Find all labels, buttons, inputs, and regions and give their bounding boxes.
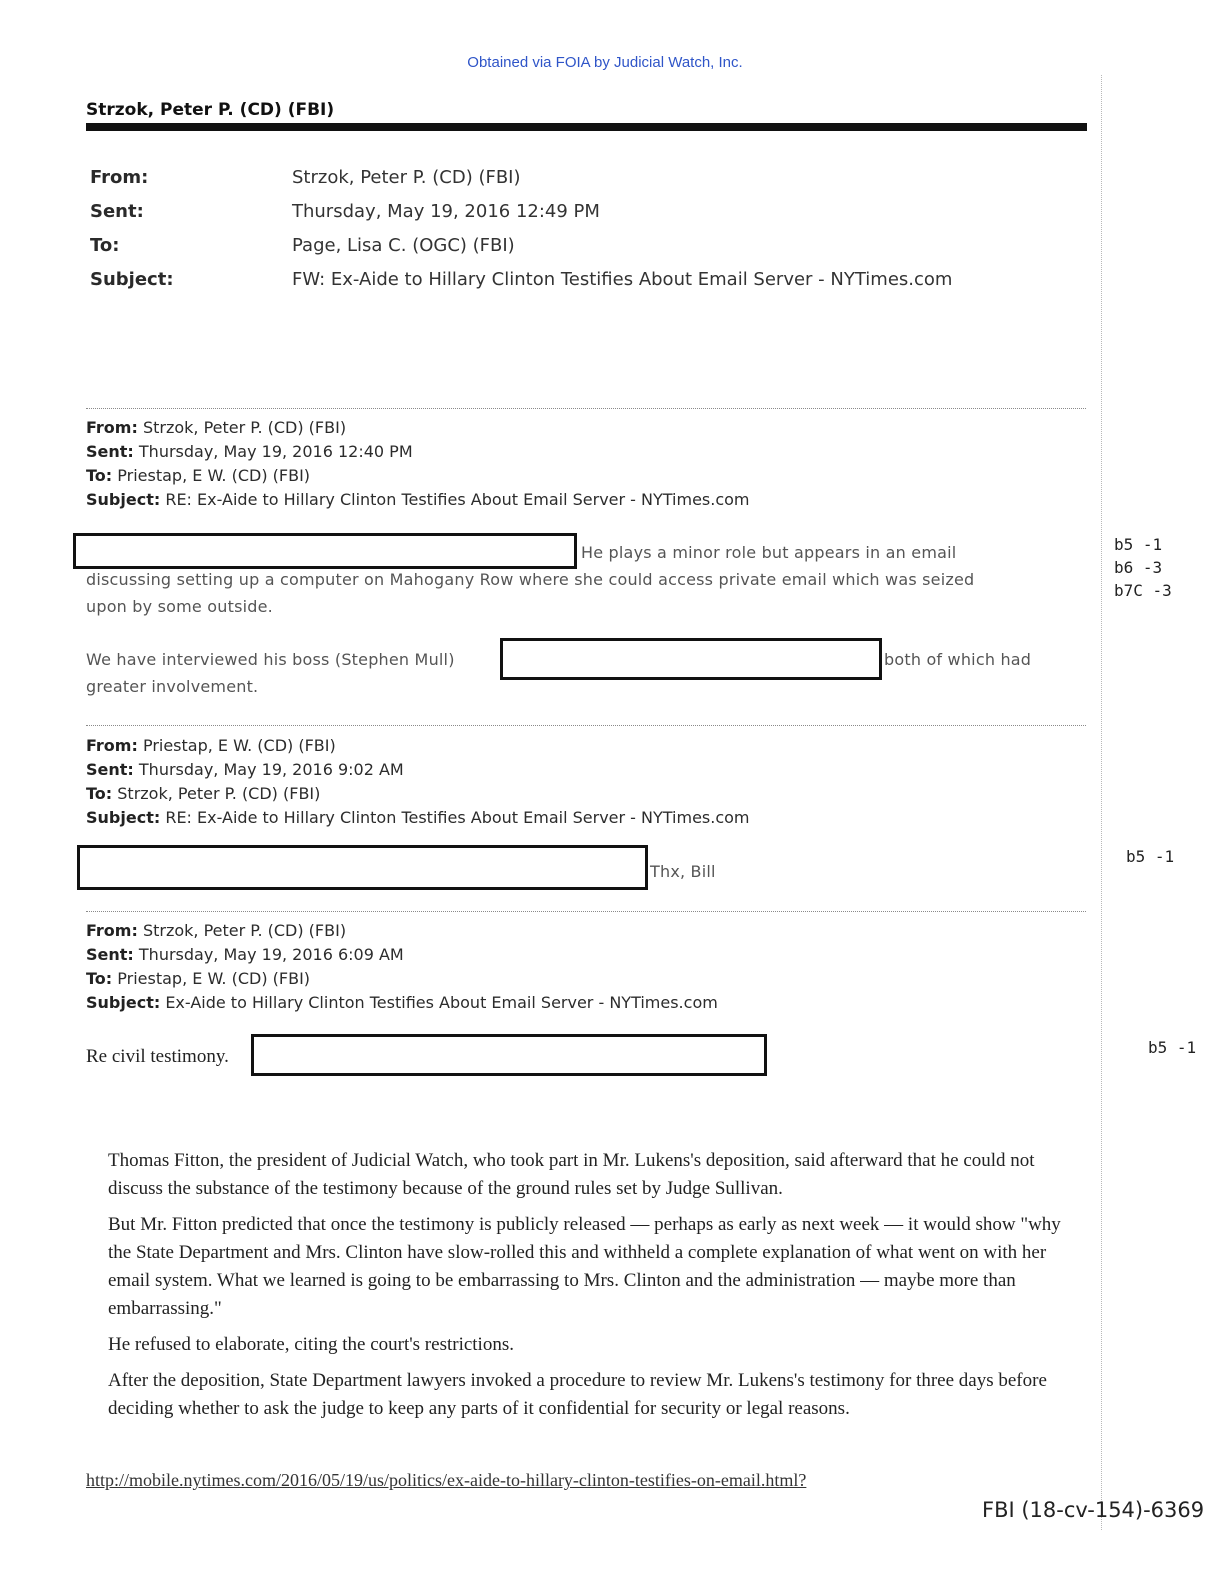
redaction-box: [73, 533, 577, 569]
msg2-subject-value: RE: Ex-Aide to Hillary Clinton Testifies About Email Server - NYTimes.com: [160, 808, 750, 827]
msg1-body-line4a: We have interviewed his boss (Stephen Mull): [86, 650, 455, 669]
redaction-box: [77, 845, 648, 890]
msg1-to-label: To:: [86, 466, 113, 485]
msg1-body-line3: upon by some outside.: [86, 597, 273, 616]
foia-banner: Obtained via FOIA by Judicial Watch, Inc.: [467, 54, 743, 71]
msg3-subject-label: Subject:: [86, 993, 161, 1012]
msg3-from-label: From:: [86, 921, 138, 940]
separator-3: [86, 911, 1086, 912]
sent-label: Sent:: [90, 201, 144, 222]
article-excerpt: [108, 1147, 1063, 1431]
to-label: To:: [90, 235, 120, 256]
subject-label: Subject:: [90, 269, 174, 290]
redaction-box: [500, 638, 882, 680]
separator-2: [86, 725, 1086, 726]
msg1-from-value: Strzok, Peter P. (CD) (FBI): [137, 418, 347, 437]
msg1-body-line4b: both of which had: [884, 650, 1032, 669]
msg2-body: Thx, Bill: [650, 862, 716, 881]
separator-1: [86, 408, 1086, 409]
msg2-from-value: Priestap, E W. (CD) (FBI): [137, 736, 336, 755]
msg2-sent-value: Thursday, May 19, 2016 9:02 AM: [133, 760, 404, 779]
from-value: Strzok, Peter P. (CD) (FBI): [292, 167, 521, 188]
to-value: Page, Lisa C. (OGC) (FBI): [292, 235, 515, 256]
msg2-sent: [86, 760, 404, 779]
bates-number: FBI (18-cv-154)-6369: [982, 1498, 1205, 1522]
msg2-subject-label: Subject:: [86, 808, 161, 827]
msg2-from: [86, 736, 336, 755]
document-title: Strzok, Peter P. (CD) (FBI): [86, 100, 335, 120]
msg1-subject-value: RE: Ex-Aide to Hillary Clinton Testifies About Email Server - NYTimes.com: [160, 490, 750, 509]
msg2-to-value: Strzok, Peter P. (CD) (FBI): [112, 784, 321, 803]
msg3-sent-value: Thursday, May 19, 2016 6:09 AM: [133, 945, 404, 964]
msg2-subject: [86, 808, 750, 827]
msg3-sent-label: Sent:: [86, 945, 134, 964]
msg1-to-value: Priestap, E W. (CD) (FBI): [112, 466, 311, 485]
msg3-to: [86, 969, 310, 988]
article-link[interactable]: http://mobile.nytimes.com/2016/05/19/us/politics/ex-aide-to-hillary-clinton-testifies-on-email.html?: [86, 1470, 807, 1490]
msg1-body-line2: discussing setting up a computer on Mahogany Row where she could access private email which was seized: [86, 570, 975, 589]
msg2-to-label: To:: [86, 784, 113, 803]
msg1-subject-label: Subject:: [86, 490, 161, 509]
msg3-from: [86, 921, 346, 940]
msg1-subject: [86, 490, 750, 509]
sent-value: Thursday, May 19, 2016 12:49 PM: [292, 201, 600, 222]
msg1-to: [86, 466, 310, 485]
msg2-from-label: From:: [86, 736, 138, 755]
article-paragraph: Thomas Fitton, the president of Judicial Watch, who took part in Mr. Lukens's deposition, said afterward that he could not discuss the substance of the testimony because of the ground rules set by Judge Sullivan.: [108, 1150, 1035, 1199]
article-paragraph: After the deposition, State Department lawyers invoked a procedure to review Mr. Lukens's testimony for three days before deciding whether to ask the judge to keep any parts of it confidential for security or legal reasons.: [108, 1370, 1047, 1419]
redaction-box: [251, 1034, 767, 1076]
margin-line: [1101, 75, 1102, 1530]
msg1-from-label: From:: [86, 418, 138, 437]
msg1-sent: [86, 442, 413, 461]
msg1-from: [86, 418, 346, 437]
msg3-from-value: Strzok, Peter P. (CD) (FBI): [137, 921, 347, 940]
msg1-sent-value: Thursday, May 19, 2016 12:40 PM: [133, 442, 413, 461]
msg1-sent-label: Sent:: [86, 442, 134, 461]
exemption-codes: b5 -1: [1148, 1038, 1197, 1057]
msg3-subject-value: Ex-Aide to Hillary Clinton Testifies About Email Server - NYTimes.com: [160, 993, 718, 1012]
article-paragraph: He refused to elaborate, citing the court's restrictions.: [108, 1334, 514, 1355]
msg1-body-line1: He plays a minor role but appears in an email: [581, 543, 957, 562]
msg2-sent-label: Sent:: [86, 760, 134, 779]
subject-value: FW: Ex-Aide to Hillary Clinton Testifies About Email Server - NYTimes.com: [292, 269, 953, 290]
msg3-sent: [86, 945, 404, 964]
from-label: From:: [90, 167, 149, 188]
msg2-to: [86, 784, 320, 803]
msg3-body: Re civil testimony.: [86, 1046, 229, 1067]
msg3-subject: [86, 993, 718, 1012]
msg3-to-label: To:: [86, 969, 113, 988]
article-paragraph: But Mr. Fitton predicted that once the testimony is publicly released — perhaps as early as next week — it would show "why the State Department and Mrs. Clinton have slow-rolled this and withheld a complete explanation of what went on with her email system. What we learned is going to be embarrassing to Mrs. Clinton and the administration — maybe more than embarrassing.": [108, 1214, 1061, 1319]
title-rule: [86, 123, 1087, 131]
msg1-body-line5: greater involvement.: [86, 677, 259, 696]
exemption-codes: b5 -1 b6 -3 b7C -3: [1114, 535, 1172, 600]
exemption-codes: b5 -1: [1126, 847, 1175, 866]
msg3-to-value: Priestap, E W. (CD) (FBI): [112, 969, 311, 988]
